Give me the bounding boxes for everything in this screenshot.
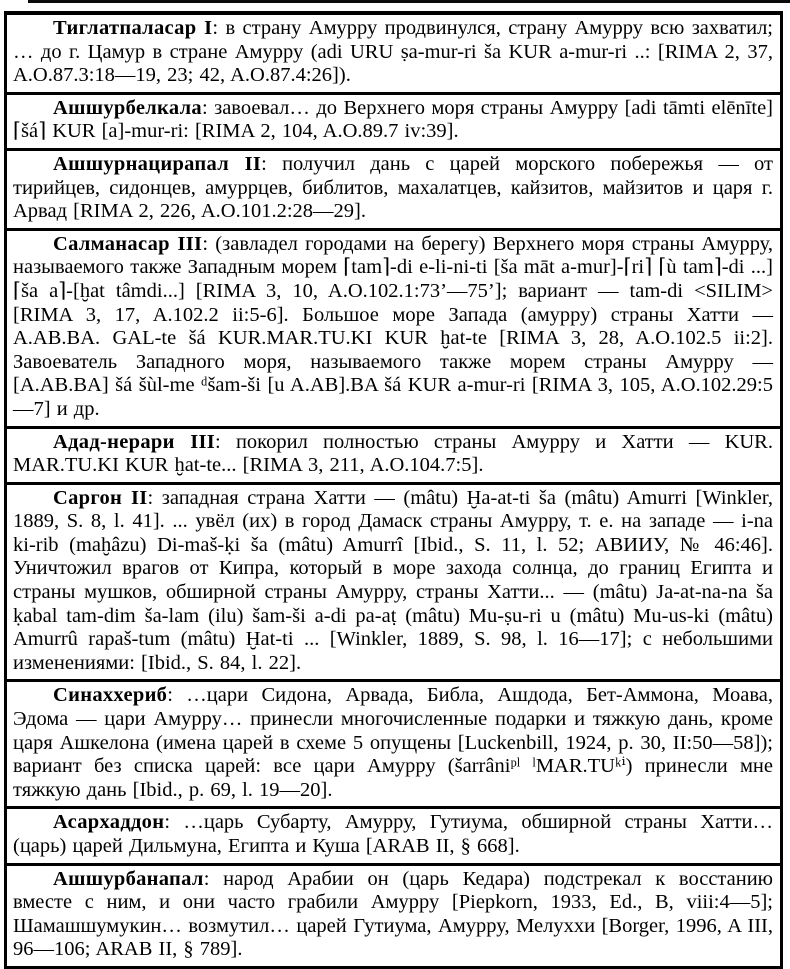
king-name: Ашшурнацирапал II	[53, 152, 262, 175]
table-row-shalmaneser-3	[7, 231, 780, 429]
table-row-sargon-2	[7, 485, 780, 683]
table-row-ashurnasirpal-2	[7, 151, 780, 231]
king-name: Саргон II	[53, 486, 148, 509]
table-row-adad-nirari-3	[7, 429, 780, 485]
row-text	[7, 429, 780, 482]
row-body: : …цари Сидона, Арвада, Библа, Ашдода, Бет-Аммона, Моава, Эдома — цари Амурру… принесли многочисленные подарки и тяжкую дань, кроме царя Ашкелона (имена царей в схеме 5 опущены [Luckenbill, 1924, p. 30, II:50—58]); вариант без списка царей: все цари Амурру (šarrâniᵖˡ ˡMAR.TUᵏⁱ) принесли мне тяжкую дань [Ibid., p. 69, l. 19—20].	[13, 684, 773, 801]
row-body: : в страну Амурру продвинулся, страну Амурру всю захватил; … до г. Цамур в стране Амурру (adi URU ṣa-mur-ri ša KUR a-mur-ri ..: [RIMA 2, 37, A.O.87.3:18—19, 23; 42, A.O.87.4:26]).	[13, 17, 773, 87]
king-name: Адад-нерари III	[53, 430, 216, 453]
king-name: Ашшурбелкала	[53, 96, 202, 119]
king-name: Ашшурбанапал	[53, 867, 204, 890]
row-body: : завоевал… до Верхнего моря страны Амурру [adi tāmti elēnīte] ⌈šá⌉ KUR [a]-mur-ri: [RIMA 2, 104, A.O.89.7 iv:39].	[13, 96, 773, 143]
amurru-schema-table	[4, 11, 783, 969]
table-row-esarhaddon	[7, 809, 780, 865]
table-row-ashurbanipal	[7, 866, 780, 966]
row-body: : покорил полностью страны Амурру и Хатти — KUR. MAR.TU.KI KUR ḫat-te... [RIMA 3, 211, A.O.104.7:5].	[13, 430, 773, 477]
row-text	[7, 485, 780, 680]
scan-edge-artifact	[28, 0, 790, 3]
table-row-sennacherib	[7, 682, 780, 809]
row-body: : (завладел городами на берегу) Верхнего моря страны Амурру, называемого также Западным морем ⌈tam⌉-di e-li-ni-ti [ša māt a-mur]-⌈ri⌉ ⌈ù tam⌉-di ...] ⌈ša a⌉-[ḫat tâmdi...] [RIMA 3, 10, A.O.102.1:73’—75’]; вариант — tam-di <SILIM> [RIMA 3, 17, A.102.2 ii:5-6]. Большое море Запада (амурру) страны Хатти — A.AB.BA. GAL-te šá KUR.MAR.TU.KI KUR ḫat-te [RIMA 3, 28, A.O.102.5 ii:2]. Завоеватель Западного моря, называемого также морем страны Амурру — [A.AB.BA] šá šùl-me ᵈšam-ši [u A.AB].BA šá KUR a-mur-ri [RIMA 3, 105, A.O.102.29:5—7] и др.	[13, 232, 773, 420]
row-body: : народ Арабии он (царь Кедара) подстрекал к восстанию вместе с ним, и они часто грабили Амурру [Piepkorn, 1933, Ed., B, viii:4—5]; Шамашшумукин… возмутил… царей Гутиума, Амурру, Мелуххи [Borger, 1996, A III, 96—106; ARAB II, § 789].	[13, 867, 773, 961]
row-text	[7, 15, 780, 92]
row-text	[7, 682, 780, 806]
row-text	[7, 809, 780, 862]
table-row-tiglath-pileser-1	[7, 15, 780, 95]
row-text	[7, 866, 780, 966]
row-text	[7, 151, 780, 228]
row-body: : …царь Субарту, Амурру, Гутиума, обширной страны Хатти… (царь) царей Дильмуна, Египта и Куша [ARAB II, § 668].	[13, 811, 773, 857]
king-name: Асархаддон	[53, 811, 165, 834]
row-text	[7, 95, 780, 148]
table-row-ashur-bel-kala	[7, 95, 780, 151]
king-name: Синаххериб	[53, 684, 168, 707]
row-body: : западная страна Хатти — (mâtu) Ḫa-at-ti ša (mâtu) Amurri [Winkler, 1889, S. 8, l. 41]. ... увёл (их) в город Дамаск страны Амурру, т. е. на западе — i-na ki-rib (maḫâzu) Di-maš-ḳi ša (mâtu) Amurrî [Ibid., S. 11, l. 52; АВИИУ, № 46:46]. Уничтожил врагов от Кипра, который в море захода солнца, до границ Египта и страны мушков, обширной страны Амурру, страны Хатти... — (mâtu) Ja-at-na-na ša ḳabal tam-dim ša-lam (ilu) šam-ši a-di pa-aṭ (mâtu) Mu-ṣu-ri u (mâtu) Mu-us-ki (mâtu) Amurrû rapaš-tum (mâtu) Ḫat-ti ... [Winkler, 1889, S. 98, l. 16—17]; с небольшими изменениями: [Ibid., S. 84, l. 22].	[13, 486, 773, 674]
row-body: : получил дань с царей морского побережья — от тирийцев, сидонцев, амуррцев, библитов, махалатцев, кайзитов, майзитов и царя г. Арвад [RIMA 2, 226, A.O.101.2:28—29].	[13, 152, 773, 223]
king-name: Тиглатпаласар I	[53, 17, 213, 39]
king-name: Салманасар III	[53, 232, 203, 255]
row-text	[7, 231, 780, 426]
